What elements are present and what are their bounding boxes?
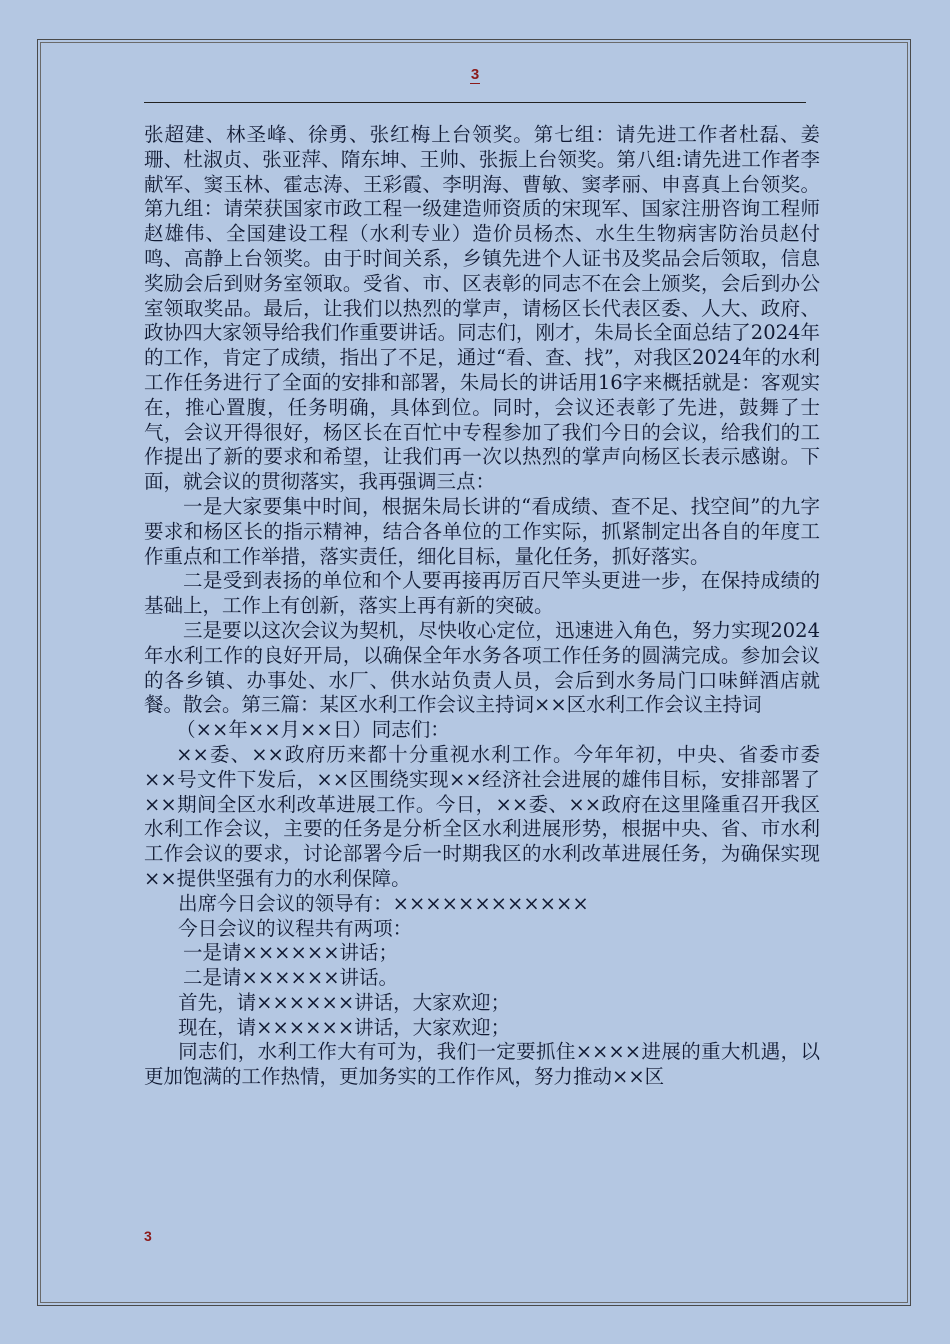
paragraph: 出席今日会议的领导有：××××××××××××	[178, 891, 589, 915]
paragraph: 一是请××××××讲话；	[183, 941, 399, 965]
paragraph: 现在，请××××××讲话，大家欢迎；	[178, 1015, 511, 1039]
document-body	[144, 123, 820, 1090]
paragraph: 二是受到表扬的单位和个人要再接再厉百尺竿头更进一步，在保持成绩的基础上，工作上有创新，落实上再有新的突破。	[144, 569, 820, 618]
paragraph: 首先，请××××××讲话，大家欢迎；	[178, 990, 511, 1014]
footer-page-number: 3	[144, 1228, 152, 1244]
paragraph: 三是要以这次会议为契机，尽快收心定位，迅速进入角色，努力实现2024年水利工作的良好开局，以确保全年水务各项工作任务的圆满完成。参加会议的各乡镇、办事处、水厂、供水站负责人员，会后到水务局门口味鲜酒店就餐。散会。第三篇：某区水利工作会议主持词××区水利工作会议主持词	[144, 618, 820, 717]
paragraph: 一是大家要集中时间，根据朱局长讲的“看成绩、查不足、找空间”的九字要求和杨区长的指示精神，结合各单位的工作实际，抓紧制定出各自的年度工作重点和工作举措，落实责任，细化目标，量化任务，抓好落实。	[144, 494, 820, 568]
paragraph: 同志们，水利工作大有可为，我们一定要抓住××××进展的重大机遇，以更加饱满的工作热情，更加务实的工作作风，努力推动××区	[144, 1040, 820, 1089]
paragraph: （××年××月××日）同志们：	[176, 718, 450, 742]
paragraph: 张超建、林圣峰、徐勇、张红梅上台领奖。第七组：请先进工作者杜磊、姜珊、杜淑贞、张亚萍、隋东坤、王帅、张振上台领奖。第八组:请先进工作者李献军、窦玉林、霍志涛、王彩霞、李明海、曹敏、窦孝丽、申喜真上台领奖。第九组：请荣获国家市政工程一级建造师资质的宋现军、国家注册咨询工程师赵雄伟、全国建设工程（水利专业）造价员杨杰、水生生物病害防治员赵付鸣、高静上台领奖。由于时间关系，乡镇先进个人证书及奖品会后领取，信息奖励会后到财务室领取。受省、市、区表彰的同志不在会上颁奖，会后到办公室领取奖品。最后，让我们以热烈的掌声，请杨区长代表区委、人大、政府、政协四大家领导给我们作重要讲话。同志们，刚才，朱局长全面总结了2024年的工作，肯定了成绩，指出了不足，通过“看、查、找”，对我区2024年的水利工作任务进行了全面的安排和部署，朱局长的讲话用16字来概括就是：客观实在，推心置腹，任务明确，具体到位。同时，会议还表彰了先进，鼓舞了士气，会议开得很好，杨区长在百忙中专程参加了我们今日的会议，给我们的工作提出了新的要求和希望，让我们再一次以热烈的掌声向杨区长表示感谢。下面，就会议的贯彻落实，我再强调三点：	[144, 123, 820, 494]
header-page-number: 3	[470, 66, 480, 83]
paragraph: ××委、××政府历来都十分重视水利工作。今年年初，中央、省委市委××号文件下发后，××区围绕实现××经济社会进展的雄伟目标，安排部署了××期间全区水利改革进展工作。今日，××委、××政府在这里隆重召开我区水利工作会议，主要的任务是分析全区水利进展形势，根据中央、省、市水利工作会议的要求，讨论部署今后一时期我区的水利改革进展任务，为确保实现××提供坚强有力的水利保障。	[144, 742, 820, 890]
header-rule	[144, 102, 806, 103]
paragraph: 今日会议的议程共有两项：	[178, 916, 413, 940]
paragraph: 二是请××××××讲话。	[183, 966, 399, 990]
